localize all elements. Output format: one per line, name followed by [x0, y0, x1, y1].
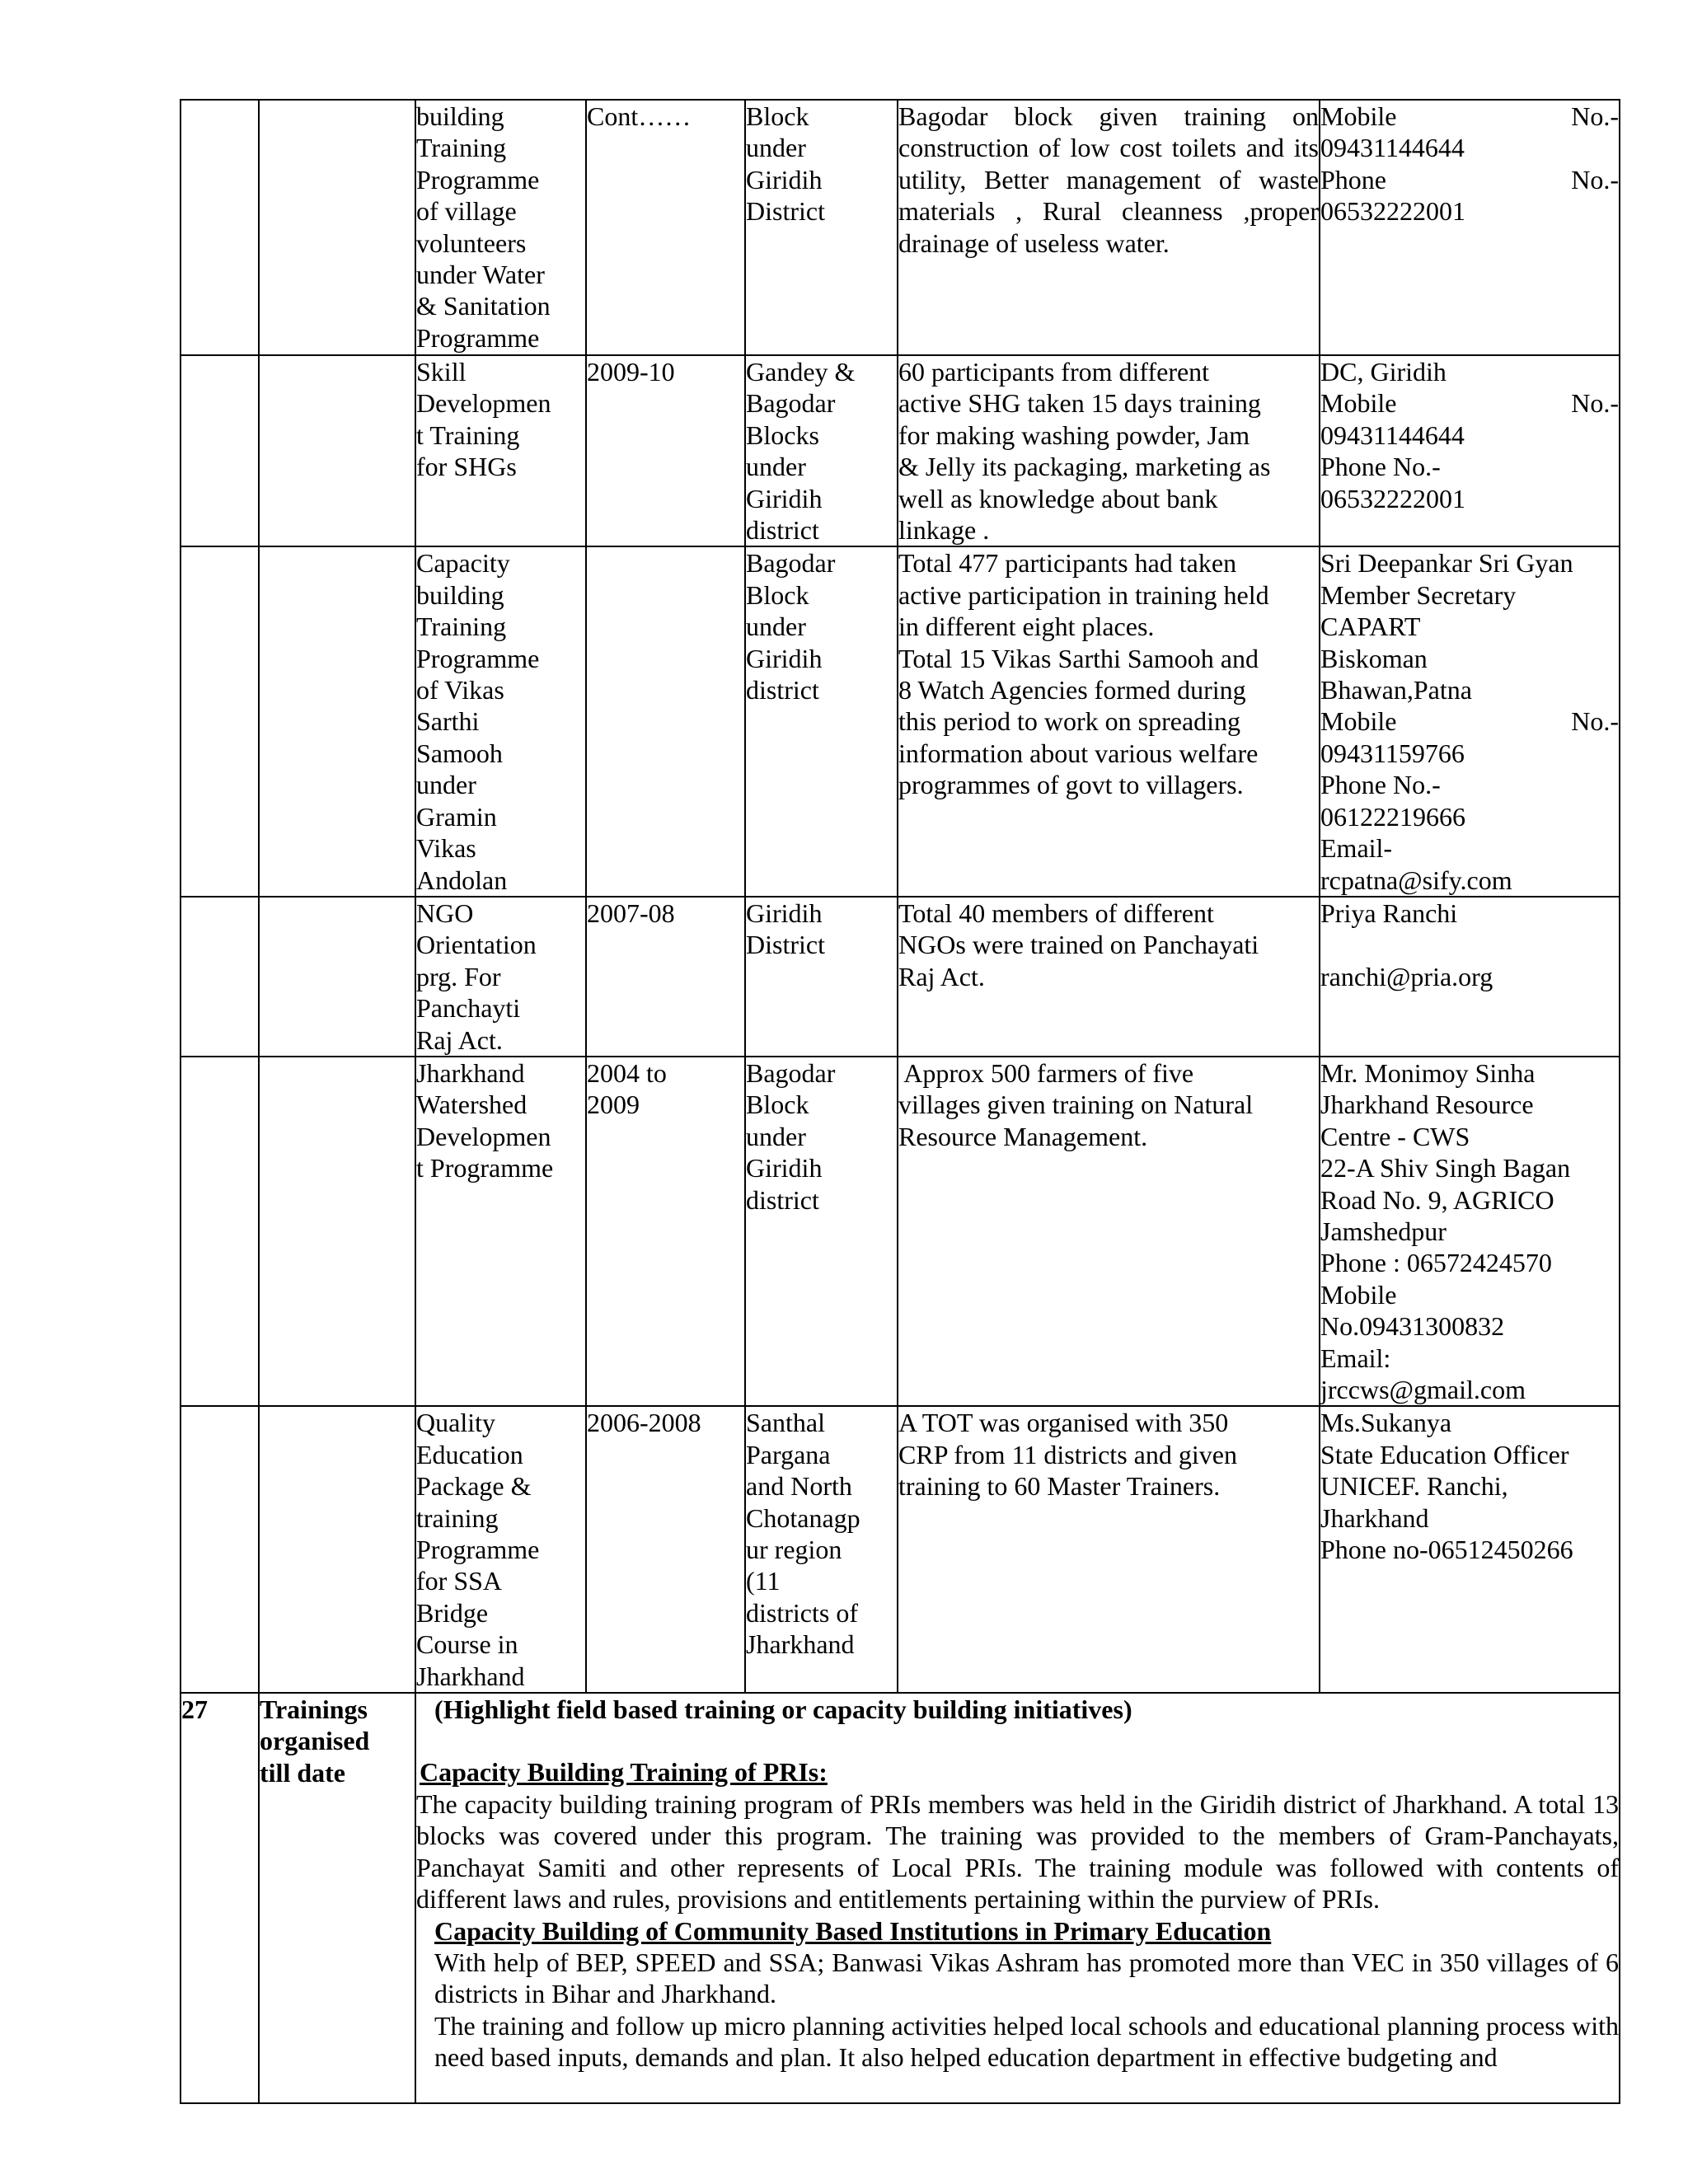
area-line: Giridih [746, 643, 823, 673]
contact-line: 06532222001 [1320, 483, 1465, 513]
outcome-line: Raj Act. [898, 961, 985, 991]
item-label-line: organised [260, 1726, 370, 1756]
programme-line: Skill [416, 357, 467, 387]
programme-line: building [416, 579, 504, 610]
area-line: Bagodar [746, 548, 836, 579]
programme-line: Bridge [416, 1597, 489, 1628]
outcome-line: villages given training on Natural [898, 1090, 1254, 1120]
year-cell [586, 1406, 745, 1693]
contact-line: Phone no-06512450266 [1320, 1535, 1573, 1565]
outcome-cell [898, 1406, 1320, 1693]
programme-line: & Sanitation [416, 291, 551, 321]
contact-mobile: 09431144644 [1320, 133, 1465, 163]
programme-line: Training [416, 133, 507, 163]
contact-cell [1320, 355, 1620, 546]
table-row [181, 897, 1620, 1057]
contact-line: State Education Officer [1320, 1439, 1569, 1469]
contact-line: Jharkhand [1320, 1502, 1429, 1533]
programme-line: Capacity [416, 548, 510, 579]
year-line: Cont…… [587, 101, 692, 131]
outcome-line: linkage . [898, 515, 990, 546]
area-cell [745, 897, 898, 1057]
outcome-line: A TOT was organised with 350 [898, 1408, 1229, 1438]
contact-cell [1320, 546, 1620, 896]
programme-line: Watershed [416, 1090, 528, 1120]
item-cell [259, 1406, 415, 1693]
paragraph: The capacity building training program of PRIs members was held in the Giridih district of Jharkhand. A total 13 blocks was covered under this program. The training was provided to the members of Gram-Panchayats, Panchayat Samiti and other represents of Local PRIs. The training module was followed with contents of different laws and rules, provisions and entitlements pertaining within the purview of PRIs. [416, 1788, 1619, 1915]
outcome-line: this period to work on spreading [898, 706, 1241, 737]
section-heading: Capacity Building of Community Based Institutions in Primary Education [434, 1915, 1272, 1946]
outcome-line: active SHG taken 15 days training [898, 388, 1261, 419]
programme-line: under [416, 770, 476, 800]
serial-cell [181, 1406, 259, 1693]
area-line: District [746, 196, 825, 227]
outcome-cell [898, 1057, 1320, 1406]
item-cell [259, 1057, 415, 1406]
area-line: Chotanagp [746, 1502, 860, 1533]
contact-mobile-row: Mobile No.- [1320, 388, 1619, 419]
programme-line: t Training [416, 419, 520, 450]
programme-line: Programme [416, 164, 540, 194]
area-line: Block [746, 1090, 809, 1120]
programme-line: Orientation [416, 930, 537, 960]
programme-line: Raj Act. [416, 1024, 503, 1055]
programme-line: Panchayti [416, 993, 521, 1024]
outcome-line: well as knowledge about bank [898, 483, 1218, 513]
outcome-text: Bagodar block given training on construction of low cost toilets and its utility, Better management of waste materials , Rural cleanness ,proper drainage of useless water. [898, 101, 1319, 258]
table-row [181, 1406, 1620, 1693]
year-cell [586, 1057, 745, 1406]
area-line: under [746, 133, 806, 163]
programme-cell [415, 1406, 586, 1693]
area-line: Block [746, 579, 809, 610]
programme-line: Samooh [416, 738, 503, 768]
area-line: Jharkhand [746, 1629, 855, 1660]
programme-line: Package & [416, 1471, 532, 1502]
contact-line: 09431159766 [1320, 738, 1465, 768]
area-line: Block [746, 101, 809, 131]
programme-line: training [416, 1502, 499, 1533]
contact-line: Mobile [1320, 1279, 1397, 1310]
programme-line: of village [416, 196, 517, 227]
trainings-detail-cell [415, 1693, 1620, 2103]
year-cell [586, 897, 745, 1057]
item-cell [259, 546, 415, 896]
area-line: districts of [746, 1597, 858, 1628]
programme-line: Developmen [416, 1121, 551, 1151]
serial-cell [181, 355, 259, 546]
contact-line: Email- [1320, 833, 1393, 864]
year-line: 2009 [587, 1090, 640, 1120]
area-line: Gandey & [746, 357, 856, 387]
contact-line [1320, 929, 1619, 960]
section-heading: Capacity Building Training of PRIs: [420, 1757, 828, 1788]
year-cell [586, 355, 745, 546]
contact-line: Mr. Monimoy Sinha [1320, 1057, 1536, 1088]
item-cell [259, 897, 415, 1057]
area-line: Santhal [746, 1408, 825, 1438]
area-line: district [746, 675, 819, 705]
item-cell [259, 100, 415, 355]
contact-phone-row: Phone No.- [1320, 164, 1619, 194]
contact-line: UNICEF. Ranchi, [1320, 1471, 1508, 1502]
table-row [181, 355, 1620, 546]
programme-line: t Programme [416, 1153, 554, 1183]
programme-line: Programme [416, 643, 540, 673]
contact-line: Phone No.- [1320, 452, 1441, 482]
area-line: (11 [746, 1566, 781, 1596]
outcome-cell [898, 355, 1320, 546]
programme-cell [415, 1057, 586, 1406]
outcome-line: Total 15 Vikas Sarthi Samooh and [898, 643, 1259, 673]
year-line: 2009-10 [587, 357, 675, 387]
contact-line: Phone : 06572424570 [1320, 1248, 1552, 1278]
contact-line: Centre - CWS [1320, 1121, 1470, 1151]
contact-cell [1320, 1406, 1620, 1693]
area-line: under [746, 1121, 806, 1151]
contact-mobile-row: Mobile No.- [1320, 706, 1619, 737]
programme-line: for SSA [416, 1566, 503, 1596]
programme-line: NGO [416, 898, 474, 928]
highlight-instruction: (Highlight field based training or capacity building initiatives) [434, 1694, 1132, 1725]
area-cell [745, 546, 898, 896]
contact-line: No.09431300832 [1320, 1311, 1505, 1342]
programme-line: Gramin [416, 801, 497, 832]
area-line: Giridih [746, 898, 823, 928]
programme-line: of Vikas [416, 675, 504, 705]
outcome-line: & Jelly its packaging, marketing as [898, 452, 1271, 482]
outcome-line: for making washing powder, Jam [898, 419, 1250, 450]
programme-line: Sarthi [416, 706, 480, 737]
training-table-body [181, 100, 1620, 2103]
area-line: Blocks [746, 419, 819, 450]
table-row [181, 1057, 1620, 1406]
year-cell [586, 100, 745, 355]
area-cell [745, 355, 898, 546]
contact-line: Priya Ranchi [1320, 898, 1458, 928]
outcome-line: Total 40 members of different [898, 898, 1214, 928]
programme-line: Education [416, 1439, 523, 1469]
programme-line: Programme [416, 1535, 540, 1565]
contact-line: Phone No.- [1320, 770, 1441, 800]
table-row [181, 546, 1620, 896]
programme-line: volunteers [416, 227, 527, 258]
contact-cell [1320, 100, 1620, 355]
outcome-cell [898, 546, 1320, 896]
programme-line: under Water [416, 260, 545, 290]
area-cell [745, 1406, 898, 1693]
programme-cell [415, 355, 586, 546]
contact-email: ranchi@pria.org [1320, 961, 1493, 991]
area-line: District [746, 930, 825, 960]
programme-line: Andolan [416, 865, 508, 895]
contact-cell [1320, 1057, 1620, 1406]
programme-line: Course in [416, 1629, 518, 1660]
table-row [181, 100, 1620, 355]
contact-line: Jharkhand Resource [1320, 1090, 1534, 1120]
contact-line: Biskoman [1320, 643, 1428, 673]
area-cell [745, 1057, 898, 1406]
programme-line: Training [416, 612, 507, 642]
serial-cell [181, 897, 259, 1057]
year-line: 2007-08 [587, 898, 675, 928]
year-line: 2004 to [587, 1057, 667, 1088]
serial-cell [181, 546, 259, 896]
contact-line: 09431144644 [1320, 419, 1465, 450]
area-line: under [746, 612, 806, 642]
item-label-line: Trainings [260, 1694, 368, 1725]
contact-mobile-row: Mobile No.- [1320, 101, 1619, 131]
contact-line: Ms.Sukanya [1320, 1408, 1452, 1438]
paragraph: With help of BEP, SPEED and SSA; Banwasi Vikas Ashram has promoted more than VEC in 350 villages of 6 districts in Bihar and Jharkhand. [434, 1947, 1619, 2009]
contact-line: Road No. 9, AGRICO [1320, 1184, 1554, 1215]
programme-line: Quality [416, 1408, 495, 1438]
area-line: Giridih [746, 483, 823, 513]
contact-line: Email: [1320, 1343, 1391, 1373]
programme-cell [415, 546, 586, 896]
area-line: and North [746, 1471, 852, 1502]
area-line: Bagodar [746, 388, 836, 419]
item-label-line: till date [260, 1757, 345, 1788]
serial-number: 27 [181, 1693, 259, 2103]
outcome-line: active participation in training held [898, 579, 1269, 610]
area-line: Pargana [746, 1439, 831, 1469]
contact-line: CAPART [1320, 612, 1421, 642]
outcome-line: information about various welfare [898, 738, 1259, 768]
outcome-line: 60 participants from different [898, 357, 1210, 387]
contact-line: rcpatna@sify.com [1320, 865, 1512, 895]
contact-cell [1320, 897, 1620, 1057]
outcome-line: NGOs were trained on Panchayati [898, 930, 1259, 960]
contact-line: Member Secretary [1320, 579, 1517, 610]
contact-line: Bhawan,Patna [1320, 675, 1472, 705]
outcome-line: 8 Watch Agencies formed during [898, 675, 1246, 705]
serial-cell [181, 100, 259, 355]
area-line: Bagodar [746, 1057, 836, 1088]
outcome-line: programmes of govt to villagers. [898, 770, 1244, 800]
area-line: district [746, 1184, 819, 1215]
programme-line: for SHGs [416, 452, 517, 482]
area-line: under [746, 452, 806, 482]
outcome-line: Resource Management. [898, 1121, 1148, 1151]
area-line: ur region [746, 1535, 842, 1565]
outcome-cell [898, 100, 1320, 355]
table-row-27 [181, 1693, 1620, 2103]
contact-phone: 06532222001 [1320, 196, 1465, 227]
programme-line: building [416, 101, 504, 131]
item-cell [259, 355, 415, 546]
area-line: Giridih [746, 1153, 823, 1183]
serial-cell [181, 1057, 259, 1406]
programme-line: Jharkhand [416, 1057, 525, 1088]
contact-line: Jamshedpur [1320, 1216, 1447, 1246]
year-cell [586, 546, 745, 896]
outcome-line: Total 477 participants had taken [898, 548, 1237, 579]
outcome-line: in different eight places. [898, 612, 1155, 642]
programme-line: prg. For [416, 961, 501, 991]
area-cell [745, 100, 898, 355]
contact-email: jrccws@gmail.com [1320, 1375, 1526, 1404]
area-line: Giridih [746, 164, 823, 194]
outcome-cell [898, 897, 1320, 1057]
programme-cell [415, 897, 586, 1057]
programme-line: Developmen [416, 388, 551, 419]
programme-line: Vikas [416, 833, 476, 864]
training-table [180, 99, 1620, 2104]
outcome-line: CRP from 11 districts and given [898, 1439, 1237, 1469]
contact-line: 06122219666 [1320, 801, 1465, 832]
paragraph: The training and follow up micro planning activities helped local schools and educational planning process with need based inputs, demands and plan. It also helped education department in effective budgeting and [434, 2010, 1619, 2073]
outcome-line: training to 60 Master Trainers. [898, 1471, 1221, 1502]
programme-line: Jharkhand [416, 1661, 525, 1691]
outcome-line: Approx 500 farmers of five [898, 1057, 1194, 1088]
area-line: district [746, 515, 819, 546]
year-line: 2006-2008 [587, 1408, 701, 1438]
programme-cell [415, 100, 586, 355]
contact-line: 22-A Shiv Singh Bagan [1320, 1153, 1571, 1183]
programme-line: Programme [416, 322, 540, 353]
item-label-cell [259, 1693, 415, 2103]
contact-line: DC, Giridih [1320, 357, 1447, 387]
contact-line: Sri Deepankar Sri Gyan [1320, 548, 1573, 579]
